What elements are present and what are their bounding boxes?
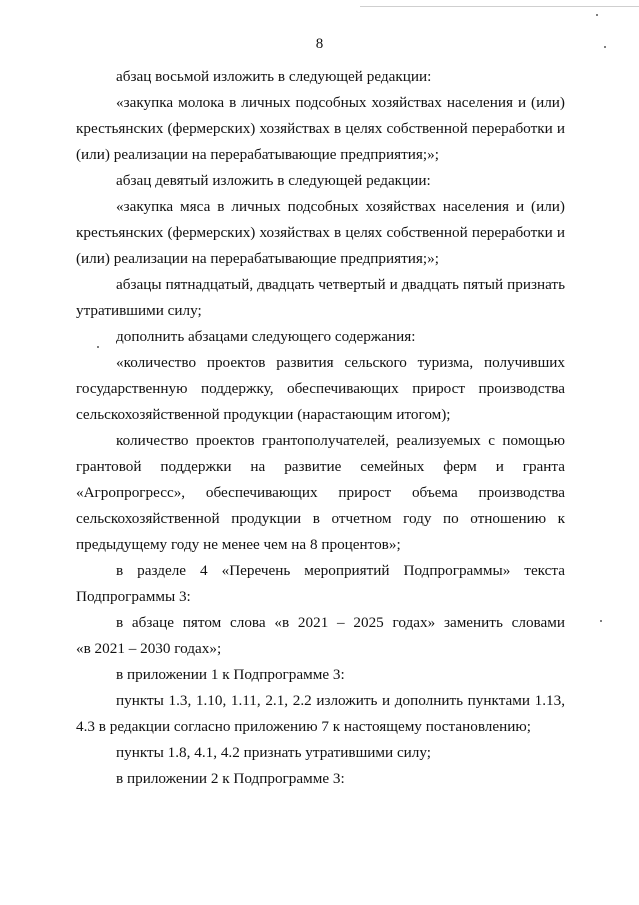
document-body	[76, 64, 565, 792]
text-line: пункты 1.8, 4.1, 4.2 признать утратившими силу;	[116, 744, 431, 761]
text-line: абзац девятый изложить в следующей редакции:	[116, 172, 431, 189]
text-line: сельскохозяйственной продукции (нарастающим итогом);	[76, 406, 451, 423]
text-line: крестьянских (фермерских) хозяйствах в целях собственной переработки и	[76, 120, 565, 137]
scan-edge-rule	[360, 6, 639, 7]
text-line: «количество проектов развития сельского туризма, получивших	[116, 354, 565, 371]
text-line: в абзаце пятом слова «в 2021 – 2025 годах» заменить словами	[116, 614, 565, 631]
text-line: количество проектов грантополучателей, реализуемых с помощью	[116, 432, 565, 449]
text-line: «закупка молока в личных подсобных хозяйствах населения и (или)	[116, 94, 565, 111]
text-line: в разделе 4 «Перечень мероприятий Подпрограммы» текста	[116, 562, 565, 579]
text-line: дополнить абзацами следующего содержания:	[116, 328, 416, 345]
scan-dot	[604, 46, 606, 48]
scan-dot	[97, 346, 99, 348]
scan-dot	[596, 14, 598, 16]
text-line: пункты 1.3, 1.10, 1.11, 2.1, 2.2 изложить и дополнить пунктами 1.13,	[116, 692, 565, 709]
text-line: «закупка мяса в личных подсобных хозяйствах населения и (или)	[116, 198, 565, 215]
text-line: абзацы пятнадцатый, двадцать четвертый и двадцать пятый признать	[116, 276, 565, 293]
text-line: утратившими силу;	[76, 302, 202, 319]
text-line: в приложении 1 к Подпрограмме 3:	[116, 666, 345, 683]
text-line: в приложении 2 к Подпрограмме 3:	[116, 770, 345, 787]
text-line: государственную поддержку, обеспечивающих прирост производства	[76, 380, 565, 397]
text-line: 4.3 в редакции согласно приложению 7 к настоящему постановлению;	[76, 718, 531, 735]
text-line: (или) реализации на перерабатывающие предприятия;»;	[76, 146, 439, 163]
text-line: абзац восьмой изложить в следующей редакции:	[116, 68, 432, 85]
text-line: крестьянских (фермерских) хозяйствах в целях собственной переработки и	[76, 224, 565, 241]
text-line: «в 2021 – 2030 годах»;	[76, 640, 222, 657]
text-line: сельскохозяйственной продукции в отчетном году по отношению к	[76, 510, 565, 527]
page-number: 8	[315, 36, 324, 52]
text-line: (или) реализации на перерабатывающие предприятия;»;	[76, 250, 439, 267]
text-line: грантовой поддержки на развитие семейных ферм и гранта	[76, 458, 565, 475]
text-line: предыдущему году не менее чем на 8 процентов»;	[76, 536, 401, 553]
text-line: Подпрограммы 3:	[76, 588, 191, 605]
text-line: «Агропрогресс», обеспечивающих прирост объема производства	[76, 484, 565, 501]
scan-dot	[600, 620, 602, 622]
